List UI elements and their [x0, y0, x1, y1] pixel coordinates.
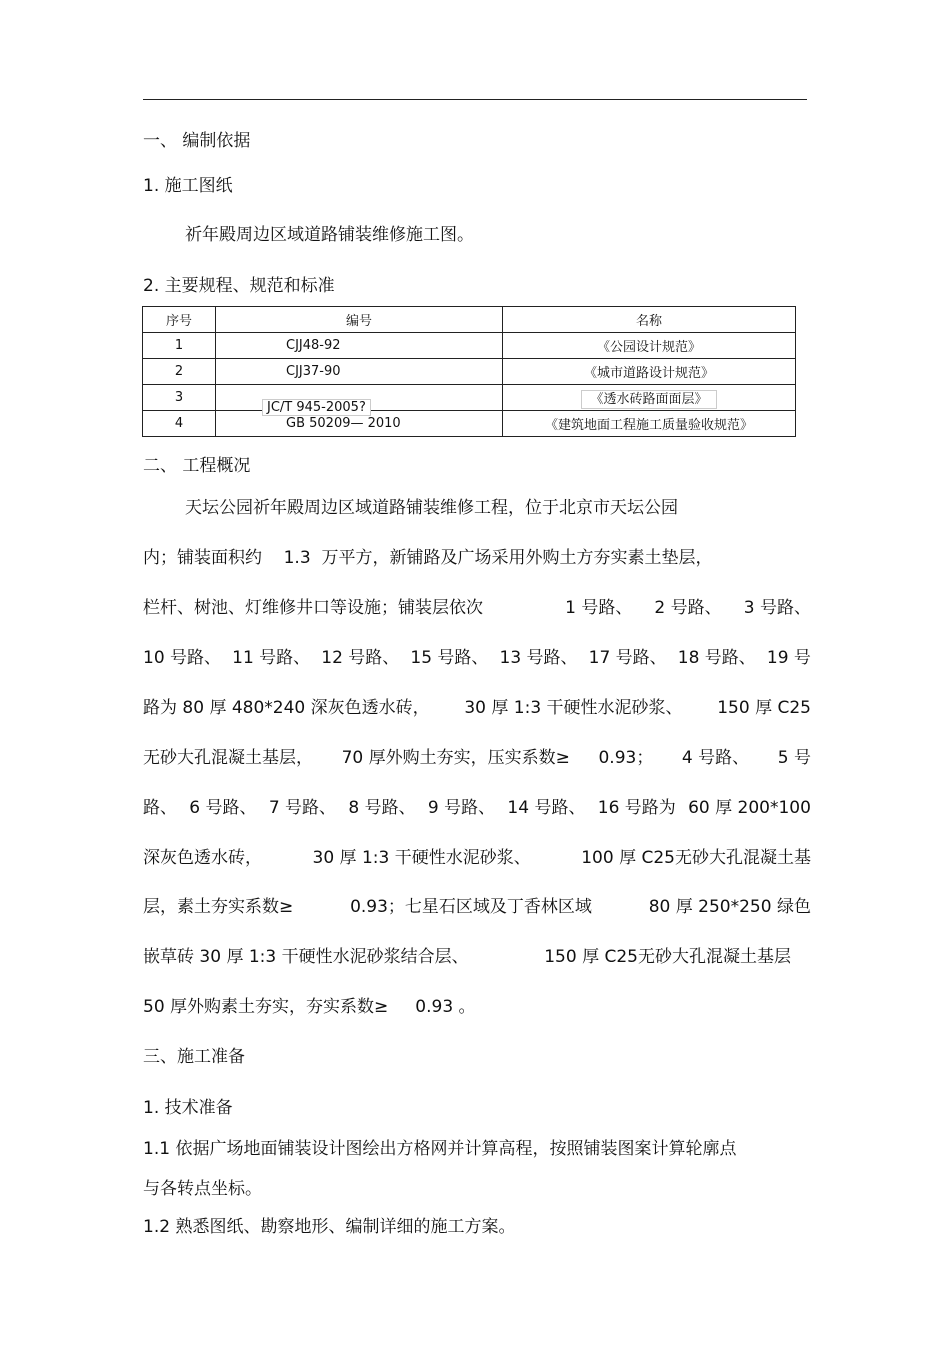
overview-line-9	[143, 892, 811, 917]
section-3-title: 三、施工准备	[143, 1047, 245, 1067]
header-rule	[143, 99, 807, 100]
text-segment: 7 号路、	[268, 798, 337, 818]
text-segment: 层，素土夯实系数≥	[143, 897, 294, 917]
text-segment: 18 号路、	[677, 648, 756, 668]
section-1-title: 一、 编制依据	[143, 131, 251, 151]
table-row	[143, 411, 796, 437]
text-segment: 0.93；七星石区域及丁香林区域	[350, 897, 592, 917]
cell-code: GB 50209— 2010	[216, 411, 503, 437]
cell-no: 3	[143, 385, 216, 411]
text-segment: 5 号	[777, 748, 811, 768]
section-1-2-title: 2. 主要规程、规范和标准	[143, 276, 335, 296]
text-segment: 17 号路、	[588, 648, 667, 668]
table-row	[143, 359, 796, 385]
text-segment: 80 厚 250*250 绿色	[648, 897, 811, 917]
text-segment: 14 号路、	[507, 798, 586, 818]
header-code: 编号	[216, 307, 503, 333]
text-segment: 6 号路、	[189, 798, 257, 818]
table-row	[143, 385, 796, 411]
table-header-row	[143, 307, 796, 333]
text-segment: 嵌草砖 30 厚 1:3 干硬性水泥砂浆结合层、	[143, 947, 469, 967]
section-3-1-title: 1. 技术准备	[143, 1098, 233, 1118]
text-segment: 3 号路、	[743, 598, 811, 618]
text-segment: 60 厚 200*100	[688, 798, 811, 818]
cell-name: 《公园设计规范》	[503, 333, 796, 359]
section-1-1-title: 1. 施工图纸	[143, 176, 233, 196]
cell-code: CJJ48-92	[216, 333, 503, 359]
section-2-title: 二、 工程概况	[143, 456, 251, 476]
cell-code-text: JC/T 945-2005?	[262, 399, 371, 416]
tech-para-1-line-1: 1.1 依据广场地面铺装设计图绘出方格网并计算高程，按照铺装图案计算轮廓点	[143, 1139, 737, 1159]
header-name: 名称	[503, 307, 796, 333]
text-segment: 路为 80 厚 480*240 深灰色透水砖，	[143, 698, 430, 718]
text-segment: 70 厚外购土夯实，压实系数≥	[341, 748, 570, 768]
overview-line-11: 50 厚外购素土夯实，夯实系数≥ 0.93 。	[143, 997, 476, 1017]
overview-line-8	[143, 843, 811, 868]
text-segment: 10 号路、	[143, 648, 222, 668]
standards-table	[142, 306, 796, 437]
overview-line-1: 天坛公园祈年殿周边区域道路铺装维修工程，位于北京市天坛公园	[185, 498, 678, 518]
cell-name: 《建筑地面工程施工质量验收规范》	[503, 411, 796, 437]
overview-line-4	[143, 643, 811, 668]
text-segment: 0.93；	[598, 748, 654, 768]
table-row	[143, 333, 796, 359]
text-segment: 13 号路、	[499, 648, 578, 668]
cell-no: 1	[143, 333, 216, 359]
text-segment: 深灰色透水砖，	[143, 848, 262, 868]
overview-line-5	[143, 693, 811, 718]
text-segment: 30 厚 1:3 干硬性水泥砂浆、	[312, 848, 531, 868]
text-segment: 150 厚 C25	[717, 698, 811, 718]
overview-line-3	[143, 593, 811, 618]
text-segment: 2 号路、	[654, 598, 722, 618]
cell-name	[503, 385, 796, 411]
text-segment: 15 号路、	[410, 648, 489, 668]
text-segment: 8 号路、	[348, 798, 416, 818]
cell-name-text: 《透水砖路面面层》	[581, 390, 716, 409]
cell-code	[216, 385, 503, 415]
section-1-1-text: 祈年殿周边区域道路铺装维修施工图。	[185, 225, 474, 245]
overview-line-7	[143, 793, 811, 818]
text-segment: 1 号路、	[565, 598, 633, 618]
text-segment: 9 号路、	[427, 798, 496, 818]
tech-para-1-line-2: 与各转点坐标。	[143, 1179, 262, 1199]
overview-line-10	[143, 942, 791, 967]
text-segment: 4 号路、	[681, 748, 750, 768]
cell-no: 4	[143, 411, 216, 437]
overview-line-6	[143, 743, 811, 768]
text-segment: 19 号	[766, 648, 811, 668]
cell-no: 2	[143, 359, 216, 385]
overview-line-2: 内；铺装面积约 1.3 万平方，新铺路及广场采用外购土方夯实素土垫层，	[143, 548, 713, 568]
text-segment: 11 号路、	[232, 648, 311, 668]
text-segment: 150 厚 C25无砂大孔混凝土基层	[544, 947, 791, 967]
text-segment: 30 厚 1:3 干硬性水泥砂浆、	[464, 698, 683, 718]
header-no: 序号	[143, 307, 216, 333]
text-segment: 12 号路、	[321, 648, 400, 668]
text-segment: 路、	[143, 798, 177, 818]
cell-name: 《城市道路设计规范》	[503, 359, 796, 385]
text-segment: 100 厚 C25无砂大孔混凝土基	[581, 848, 811, 868]
cell-code: CJJ37-90	[216, 359, 503, 385]
text-segment: 无砂大孔混凝土基层，	[143, 748, 313, 768]
text-segment: 16 号路为	[597, 798, 676, 818]
tech-para-2: 1.2 熟悉图纸、勘察地形、编制详细的施工方案。	[143, 1217, 516, 1237]
text-segment: 栏杆、树池、灯维修井口等设施；铺装层依次	[143, 598, 483, 618]
